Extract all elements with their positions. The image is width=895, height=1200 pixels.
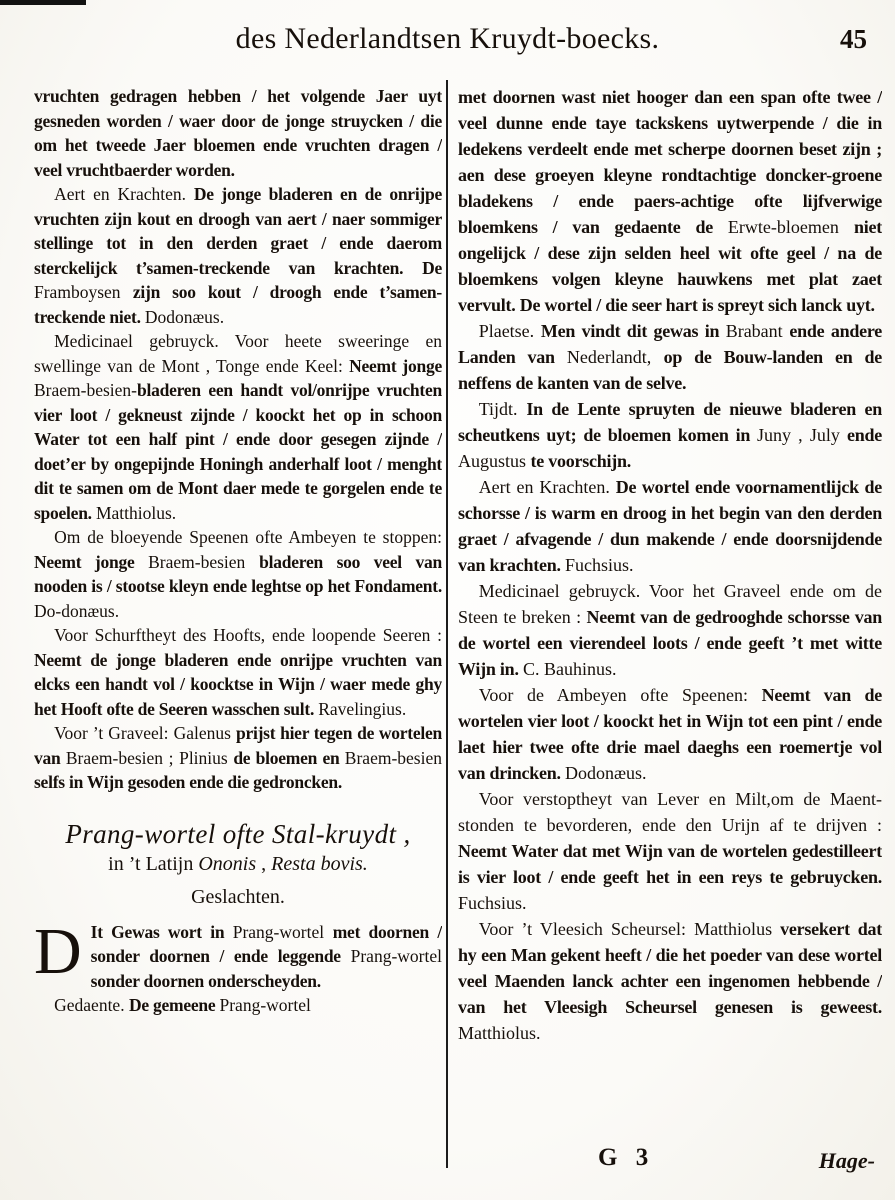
text-run: Juny , July — [757, 425, 847, 445]
text-run: Tijdt. — [478, 399, 527, 419]
column-divider-rule — [446, 80, 448, 1168]
text-run: Voor ’t Graveel: Galenus — [54, 723, 236, 743]
text-run: Dodonæus. — [565, 763, 647, 783]
text-run: Matthiolus. — [458, 1023, 541, 1043]
scan-artifact-bar — [0, 0, 86, 5]
text-run: Om de bloeyende Speenen ofte Ambeyen te stoppen: — [54, 527, 442, 547]
text-run: Braem-besien- — [34, 380, 138, 400]
text-run: De jonge bladeren en de onrijpe vruchten zijn kout en droogh van aert / naer sommiger stellinge tot in den derden graet / ende daerom sterckelijck t’samen-treckende van krachten. De — [34, 184, 442, 278]
section-label — [34, 885, 442, 910]
text-run: Voor verstoptheyt van Lever en Milt,om de Maent-stonden te bevorderen, ende den Urijn af te drijven : — [458, 789, 882, 835]
text-run: Augustus — [458, 451, 531, 471]
text-run: met doornen wast niet hooger dan een span ofte twee / veel dunne ende taye tackskens uytwerpende / die in ledekens verdeelt ende met scherpe doornen beset zijn ; aen dese groeyen kleyne rondtachtige doncker-groene bladekens / ende paers-achtige ofte lijfverwige bloemkens / van gedaente de — [458, 87, 882, 237]
paragraph — [34, 721, 442, 795]
text-run: Medicinael gebruyck. Voor heete sweeringe en swellinge van de Mont , Tonge ende Keel: — [34, 331, 442, 376]
species-heading — [34, 819, 442, 849]
text-run: bladeren soo veel van nooden is / stootse kleyn ende leghtse op het Fondament. — [34, 551, 442, 596]
paragraph — [34, 84, 442, 182]
text-run: De wortel ende voornamentlijck de schorsse / is warm en droog in het begin van den derden graet / afvagende / dun makende / ende doorsnijdende van krachten. — [458, 477, 882, 575]
paragraph — [34, 993, 442, 1018]
text-run: Neemt Water dat met Wijn van de wortelen gedestilleert is vier loot / ende geeft het in een reys te gebruycken. — [458, 841, 882, 887]
text-run: De gemeene — [128, 995, 220, 1015]
text-run: Resta bovis. — [271, 852, 368, 875]
text-run: Brabant — [725, 321, 790, 341]
text-run: selfs in Wijn gesoden ende die gedroncken. — [34, 772, 342, 792]
text-run: Do-donæus. — [34, 600, 120, 621]
text-run: bladeren een handt vol/onrijpe vruchten vier loot / gekneust zijnde / koockt het op in schoon Water tot een half pint / ende door gesegen zijnde / doet’er by ongepijnde Honingh anderhalf loot / menght dit te samen om de Mont daer mede te gorgelen ende te spoelen. — [34, 380, 442, 523]
text-run: Prang-wortel — [232, 921, 333, 942]
text-run: Neemt van de wortelen vier loot / koockt het in Wijn tot een pint / ende laet hier twee ofte drie mael daeghs een roemertje vol van drincken. — [458, 685, 882, 783]
text-run: Geslachten. — [191, 885, 285, 908]
text-run: Matthiolus. — [95, 502, 177, 523]
text-run: Medicinael gebruyck. Voor het Graveel ende om de Steen te breken : — [458, 581, 882, 627]
text-run: Neemt jonge — [349, 355, 442, 376]
text-run: prijst hier tegen de wortelen van — [34, 723, 442, 768]
text-run: Braem-besien — [344, 747, 442, 768]
text-run: Voor Schurftheyt des Hoofts, ende loopende Seeren : — [54, 625, 442, 645]
text-run: met doornen / sonder doornen / ende leggende — [90, 921, 442, 966]
text-run: Braem-besien ; Plinius — [65, 747, 234, 768]
text-run: ende — [847, 425, 882, 445]
running-title: des Nederlandtsen Kruydt-boecks. — [235, 22, 660, 55]
text-run: It Gewas wort in — [90, 921, 233, 942]
left-column — [34, 84, 442, 1176]
text-run: Aert en Krachten. — [54, 184, 194, 204]
paragraph — [458, 916, 882, 1046]
paragraph — [458, 786, 882, 916]
paragraph — [458, 318, 882, 396]
text-run: Ononis — [198, 852, 257, 875]
text-run: , — [256, 852, 272, 875]
signature-mark: G 3 — [598, 1144, 655, 1171]
text-run: te voorschijn. — [530, 451, 631, 471]
text-run: Men vindt dit gewas in — [540, 321, 726, 341]
paragraph — [458, 396, 882, 474]
text-run: zijn soo kout / droogh ende t’samen-treckende niet. — [34, 282, 442, 327]
paragraph — [458, 578, 882, 682]
paragraph — [458, 84, 882, 318]
text-run: Ravelingius. — [318, 698, 407, 719]
text-run: Gedaente. — [54, 995, 129, 1015]
text-run: Prang-wortel ofte Stal-kruydt , — [65, 818, 411, 849]
paragraph — [34, 329, 442, 525]
text-run: de bloemen en — [233, 747, 345, 768]
paragraph-dropcap — [34, 914, 442, 994]
paragraph — [34, 623, 442, 721]
drop-cap-letter: D — [34, 914, 82, 988]
text-run: Aert en Krachten. — [478, 477, 616, 497]
text-run: op de Bouw-landen en de neffens de kanten van de selve. — [458, 347, 882, 393]
text-run: Nederlandt, — [566, 347, 664, 367]
latin-name-line — [34, 852, 442, 877]
paragraph — [458, 474, 882, 578]
text-run: Plaetse. — [478, 321, 541, 341]
text-run: Dodonæus. — [144, 306, 225, 327]
text-run: Voor ’t Vleesich Scheursel: Matthiolus — [478, 919, 781, 939]
text-run: Neemt jonge — [34, 551, 149, 572]
text-run: C. Bauhinus. — [522, 659, 617, 679]
paragraph — [458, 682, 882, 786]
page-number: 45 — [840, 24, 867, 54]
text-run: Fuchsius. — [565, 555, 634, 575]
right-column — [458, 84, 882, 1156]
text-run: Braem-besien — [148, 551, 260, 572]
text-run: Voor de Ambeyen ofte Speenen: — [478, 685, 762, 705]
text-run: vruchten gedragen hebben / het volgende Jaer uyt gesneden worden / waer door de jonge struycken / die om het tweede Jaer bloemen ende vruchten dragen / veel vruchtbaerder worden. — [34, 86, 442, 180]
text-run: sonder doornen onderscheyden. — [90, 970, 321, 991]
text-run: In de Lente spruyten de nieuwe bladeren en scheutkens uyt; de bloemen komen in — [458, 399, 882, 445]
text-run: in ’t Latijn — [108, 852, 199, 875]
paragraph — [34, 182, 442, 329]
text-run: ende andere Landen van — [458, 321, 882, 367]
text-run: Erwte-bloemen — [727, 217, 854, 237]
text-run: Fuchsius. — [458, 893, 527, 913]
text-run: niet ongelijck / dese zijn selden heel wit ofte geel / na de bloemkens volgen kleyne hauwkens met plat zaet vervult. De wortel / die seer hart is spreyt sich lanck uyt. — [458, 217, 882, 315]
text-run: Neemt van de gedrooghde schorsse van de wortel een vierendeel loots / ende geeft ’t met witte Wijn in. — [458, 607, 882, 679]
text-run: versekert dat hy een Man gekent heeft / die het poeder van dese wortel veel Maenden lanck achter een ingenomen hebbende / van het Vleesigh Scheursel genesen is geweest. — [458, 919, 882, 1017]
text-run: Neemt de jonge bladeren ende onrijpe vruchten van elcks een handt vol / koocktse in Wijn / waer mede ghy het Hooft ofte de Seeren wasschen sult. — [34, 649, 442, 719]
text-run: Framboysen — [34, 282, 133, 302]
catchword: Hage- — [818, 1148, 875, 1173]
page-header — [0, 22, 895, 66]
text-run: Prang-wortel — [350, 946, 442, 966]
text-run: Prang-wortel — [219, 995, 311, 1015]
paragraph — [34, 525, 442, 623]
